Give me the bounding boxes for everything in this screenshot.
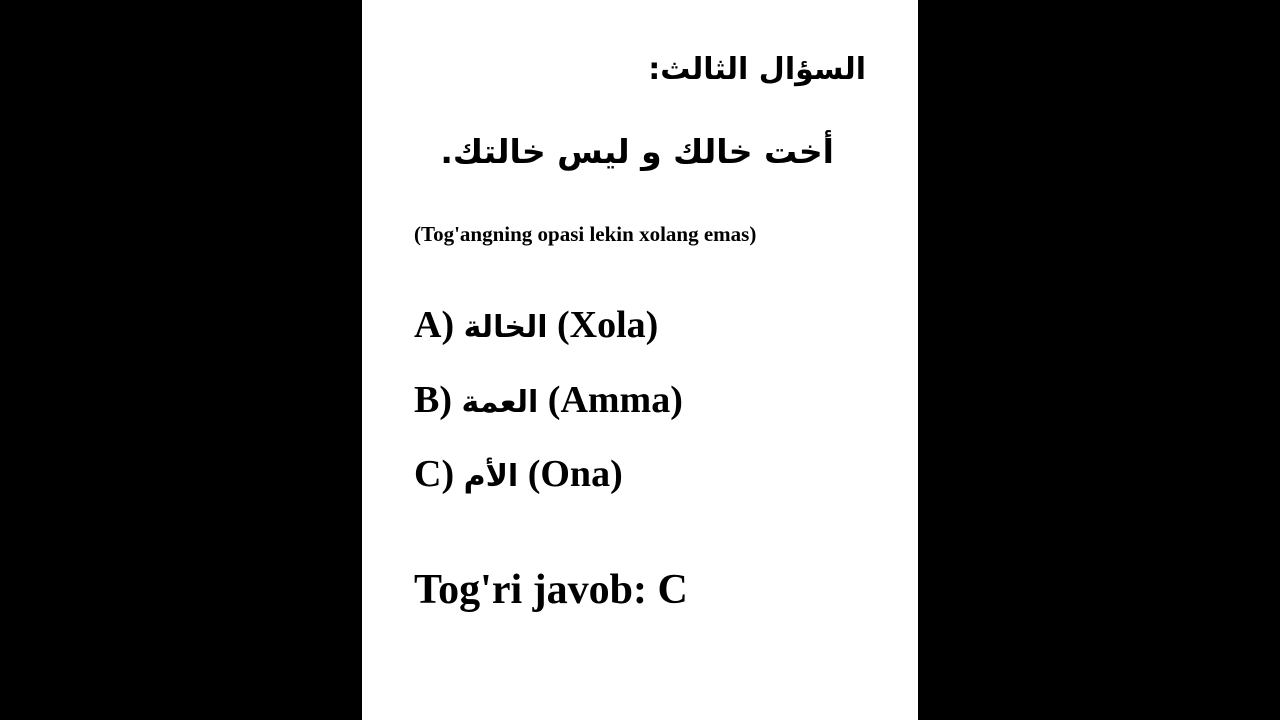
option-latin: (Amma) bbox=[547, 379, 683, 421]
option-a bbox=[414, 303, 658, 347]
option-c bbox=[414, 452, 623, 496]
question-text: أخت خالك و ليس خالتك. bbox=[440, 132, 834, 171]
option-b bbox=[414, 378, 683, 422]
option-letter: A) bbox=[414, 304, 455, 346]
option-latin: (Xola) bbox=[557, 304, 659, 346]
question-title: السؤال الثالث: bbox=[648, 52, 866, 87]
correct-answer: Tog'ri javob: C bbox=[414, 567, 688, 613]
option-arabic: العمة bbox=[461, 385, 539, 420]
option-arabic: الخالة bbox=[463, 310, 548, 345]
option-letter: C) bbox=[414, 453, 455, 495]
option-latin: (Ona) bbox=[527, 453, 623, 495]
option-letter: B) bbox=[414, 379, 452, 421]
option-arabic: الأم bbox=[463, 459, 519, 494]
document-page bbox=[362, 0, 918, 720]
question-translation: (Tog'angning opasi lekin xolang emas) bbox=[414, 222, 757, 246]
